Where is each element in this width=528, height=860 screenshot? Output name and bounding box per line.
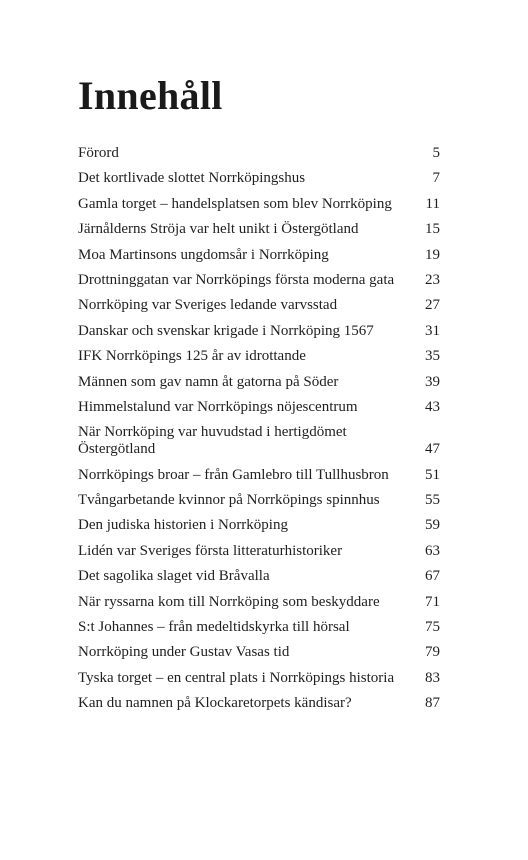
- toc-entry-page-number: 67: [425, 568, 440, 585]
- toc-entry-page-number: 23: [425, 271, 440, 288]
- toc-entry-page-number: 75: [425, 619, 440, 636]
- toc-entry: [78, 272, 440, 289]
- toc-entry: [78, 467, 440, 484]
- toc-entry: [78, 517, 440, 534]
- toc-entry: [78, 670, 440, 687]
- toc-entry-title: Järnålderns Ströja var helt unikt i Östergötland: [78, 221, 359, 238]
- toc-entry-title: Norrköpings broar – från Gamlebro till Tullhusbron: [78, 466, 389, 483]
- toc-entry-page-number: 5: [432, 145, 440, 161]
- toc-entry-page-number: 43: [425, 398, 440, 415]
- toc-entry: [78, 594, 440, 611]
- toc-entry: [78, 323, 440, 340]
- toc-entry: [78, 374, 440, 391]
- toc-entry-title: Den judiska historien i Norrköping: [78, 517, 288, 534]
- toc-entry-title: Moa Martinsons ungdomsår i Norrköping: [78, 246, 329, 263]
- toc-entry-title: Norrköping under Gustav Vasas tid: [78, 644, 290, 661]
- toc-entry-page-number: 27: [425, 297, 440, 314]
- toc-entry-title: När ryssarna kom till Norrköping som beskyddare: [78, 593, 380, 610]
- toc-entry-title: Tvångarbetande kvinnor på Norrköpings spinnhus: [78, 492, 380, 509]
- toc-entry: [78, 492, 440, 509]
- toc-entry: [78, 196, 440, 213]
- toc-entry-page-number: 59: [425, 517, 440, 534]
- toc-entry: [78, 221, 440, 238]
- table-of-contents: [78, 145, 440, 721]
- toc-entry-page-number: 19: [425, 246, 440, 263]
- toc-entry-title: Danskar och svenskar krigade i Norrköping 1567: [78, 322, 374, 339]
- toc-entry-title: Det kortlivade slottet Norrköpingshus: [78, 170, 306, 187]
- toc-entry-title: Gamla torget – handelsplatsen som blev Norrköping: [78, 195, 392, 212]
- toc-entry-page-number: 51: [425, 466, 440, 483]
- toc-entry: [78, 170, 440, 187]
- toc-entry-page-number: 31: [425, 322, 440, 339]
- toc-entry-title: Lidén var Sveriges första litteraturhistoriker: [78, 542, 343, 559]
- toc-entry-page-number: 7: [432, 170, 440, 187]
- toc-entry-page-number: 11: [425, 195, 440, 212]
- toc-entry-page-number: 35: [425, 348, 440, 365]
- toc-entry-title: Drottninggatan var Norrköpings första moderna gata: [78, 271, 395, 288]
- toc-entry: [78, 145, 440, 162]
- toc-entry-title: Männen som gav namn åt gatorna på Söder: [78, 373, 339, 390]
- toc-entry-page-number: 39: [425, 373, 440, 390]
- toc-entry: [78, 568, 440, 585]
- toc-entry-page-number: 47: [425, 441, 440, 458]
- toc-entry-title: Det sagolika slaget vid Bråvalla: [78, 568, 270, 585]
- page-title: Innehåll: [78, 73, 223, 118]
- toc-entry-title: Kan du namnen på Klockaretorpets kändisar?: [78, 695, 352, 712]
- toc-entry: [78, 543, 440, 560]
- toc-entry-page-number: 79: [425, 644, 440, 661]
- toc-entry: [78, 399, 440, 416]
- toc-entry-title: Tyska torget – en central plats i Norrköpings historia: [78, 669, 395, 686]
- toc-entry: [78, 247, 440, 264]
- toc-entry-page-number: 83: [425, 669, 440, 686]
- toc-entry: [78, 297, 440, 314]
- toc-entry-title: Förord: [78, 145, 119, 161]
- toc-entry-title: Norrköping var Sveriges ledande varvsstad: [78, 297, 338, 314]
- toc-entry: [78, 644, 440, 661]
- toc-entry-page-number: 55: [425, 492, 440, 509]
- toc-entry-title: S:t Johannes – från medeltidskyrka till hörsal: [78, 619, 350, 636]
- toc-entry-title: Himmelstalund var Norrköpings nöjescentrum: [78, 398, 358, 415]
- toc-entry-page-number: 71: [425, 593, 440, 610]
- toc-entry-page-number: 87: [425, 695, 440, 712]
- toc-entry: [78, 424, 440, 458]
- toc-entry: [78, 348, 440, 365]
- toc-entry-title: När Norrköping var huvudstad i hertigdömet Östergötland: [78, 424, 347, 458]
- toc-entry-page-number: 63: [425, 542, 440, 559]
- toc-entry-title: IFK Norrköpings 125 år av idrottande: [78, 348, 306, 365]
- toc-entry: [78, 695, 440, 712]
- toc-entry-page-number: 15: [425, 221, 440, 238]
- toc-entry: [78, 619, 440, 636]
